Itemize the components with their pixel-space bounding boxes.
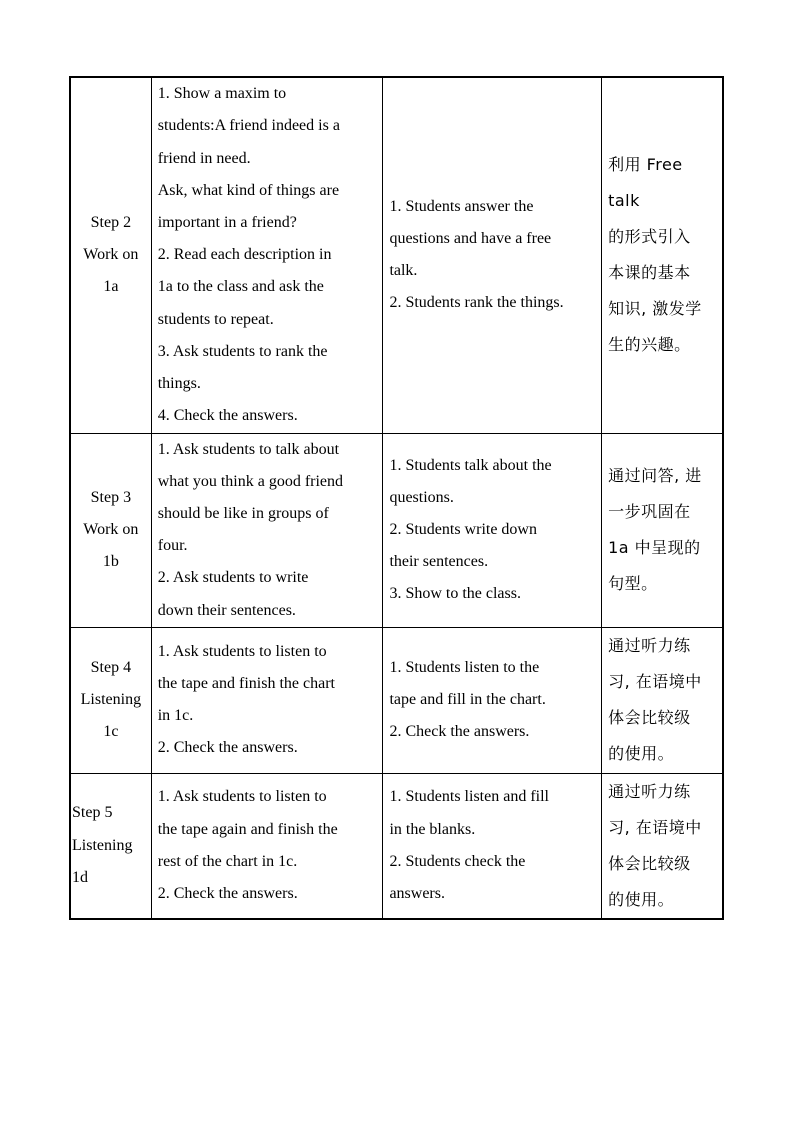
text-line: important in a friend?	[157, 213, 297, 231]
text-line: things.	[157, 374, 201, 392]
text-line: students to repeat.	[157, 310, 274, 328]
step-label: 1a	[103, 278, 119, 296]
text-line: four.	[157, 537, 188, 555]
text-line: 2. Students check the	[389, 852, 526, 870]
text-line: 1. Students answer the	[389, 197, 534, 215]
text-line: Ask, what kind of things are	[157, 181, 340, 199]
text-line: 的形式引入	[608, 227, 691, 247]
text-line: 通过听力练	[608, 781, 691, 801]
text-line: questions.	[389, 488, 454, 506]
text-line: 3. Show to the class.	[389, 585, 521, 603]
text-line: 利用 Free talk	[608, 155, 683, 211]
text-line: friend in need.	[157, 149, 251, 167]
step-label: 1d	[72, 868, 88, 886]
text-line: 的使用。	[608, 744, 675, 764]
text-line: what you think a good friend	[157, 472, 344, 490]
text-line: 3. Ask students to rank the	[157, 342, 328, 360]
text-line: 通过问答, 进	[608, 466, 702, 486]
text-line: should be like in groups of	[157, 504, 329, 522]
text-line: the tape again and finish the	[157, 820, 338, 838]
purpose-cell	[602, 627, 723, 773]
text-line: 通过听力练	[608, 636, 691, 656]
text-line: 1a to the class and ask the	[157, 278, 324, 296]
text-line: 体会比较级	[608, 708, 691, 728]
teacher-activity-cell	[151, 433, 383, 627]
purpose-cell	[602, 433, 723, 627]
text-line: tape and fill in the chart.	[389, 691, 546, 709]
text-line: 知识, 激发学	[608, 299, 702, 319]
text-line: 本课的基本	[608, 263, 691, 283]
text-line: 4. Check the answers.	[157, 407, 298, 425]
step-label: Step 4	[90, 658, 132, 676]
text-line: 一步巩固在	[608, 502, 691, 522]
text-line: 习, 在语境中	[608, 672, 702, 692]
text-line: 习, 在语境中	[608, 817, 702, 837]
table-row	[70, 627, 723, 773]
step-label: 1c	[103, 723, 119, 741]
text-line: in 1c.	[157, 707, 194, 725]
step-cell	[70, 77, 151, 433]
student-activity-cell	[383, 433, 602, 627]
table-row	[70, 773, 723, 919]
student-activity-cell	[383, 627, 602, 773]
lesson-plan-table	[69, 76, 724, 920]
text-line: 2. Check the answers.	[389, 723, 530, 741]
step-label: Step 2	[90, 213, 132, 231]
text-line: 生的兴趣。	[608, 335, 691, 355]
text-line: 1a 中呈现的	[608, 538, 701, 558]
text-line: students:A friend indeed is a	[157, 117, 340, 135]
text-line: 的使用。	[608, 889, 675, 909]
text-line: 1. Students listen and fill	[389, 788, 549, 806]
text-line: 体会比较级	[608, 853, 691, 873]
text-line: 1. Students talk about the	[389, 456, 552, 474]
text-line: 2. Students write down	[389, 521, 537, 538]
step-label: Step 5	[72, 804, 113, 822]
text-line: in the blanks.	[389, 820, 476, 838]
text-line: 1. Ask students to talk about	[157, 440, 340, 458]
step-cell	[70, 433, 151, 627]
step-cell	[70, 627, 151, 773]
teacher-activity-cell	[151, 627, 383, 773]
text-line: 2. Check the answers.	[157, 884, 298, 902]
text-line: 2. Read each description in	[157, 246, 332, 264]
text-line: 句型。	[608, 574, 658, 594]
text-line: 1. Show a maxim to	[157, 85, 287, 103]
text-line: questions and have a free	[389, 230, 552, 248]
step-label: Work on	[83, 521, 139, 538]
table-row	[70, 433, 723, 627]
step-label: Listening	[72, 836, 133, 854]
step-label: 1b	[102, 553, 119, 571]
text-line: 2. Ask students to write	[157, 569, 309, 587]
text-line: 2. Check the answers.	[157, 739, 298, 757]
step-cell	[70, 773, 151, 919]
step-label: Listening	[80, 691, 142, 709]
step-label: Step 3	[90, 488, 132, 506]
teacher-activity-cell	[151, 77, 383, 433]
text-line: the tape and finish the chart	[157, 675, 335, 693]
purpose-cell	[602, 77, 723, 433]
text-line: down their sentences.	[157, 601, 296, 619]
teacher-activity-cell	[151, 773, 383, 919]
text-line: 1. Students listen to the	[389, 658, 540, 676]
student-activity-cell	[383, 77, 602, 433]
step-label: Work on	[83, 246, 139, 264]
table-row	[70, 77, 723, 433]
text-line: talk.	[389, 262, 418, 280]
text-line: 1. Ask students to listen to	[157, 642, 327, 660]
text-line: answers.	[389, 884, 445, 902]
purpose-cell	[602, 773, 723, 919]
student-activity-cell	[383, 773, 602, 919]
text-line: 1. Ask students to listen to	[157, 788, 327, 806]
text-line: 2. Students rank the things.	[389, 294, 564, 312]
text-line: their sentences.	[389, 553, 489, 571]
text-line: rest of the chart in 1c.	[157, 852, 298, 870]
